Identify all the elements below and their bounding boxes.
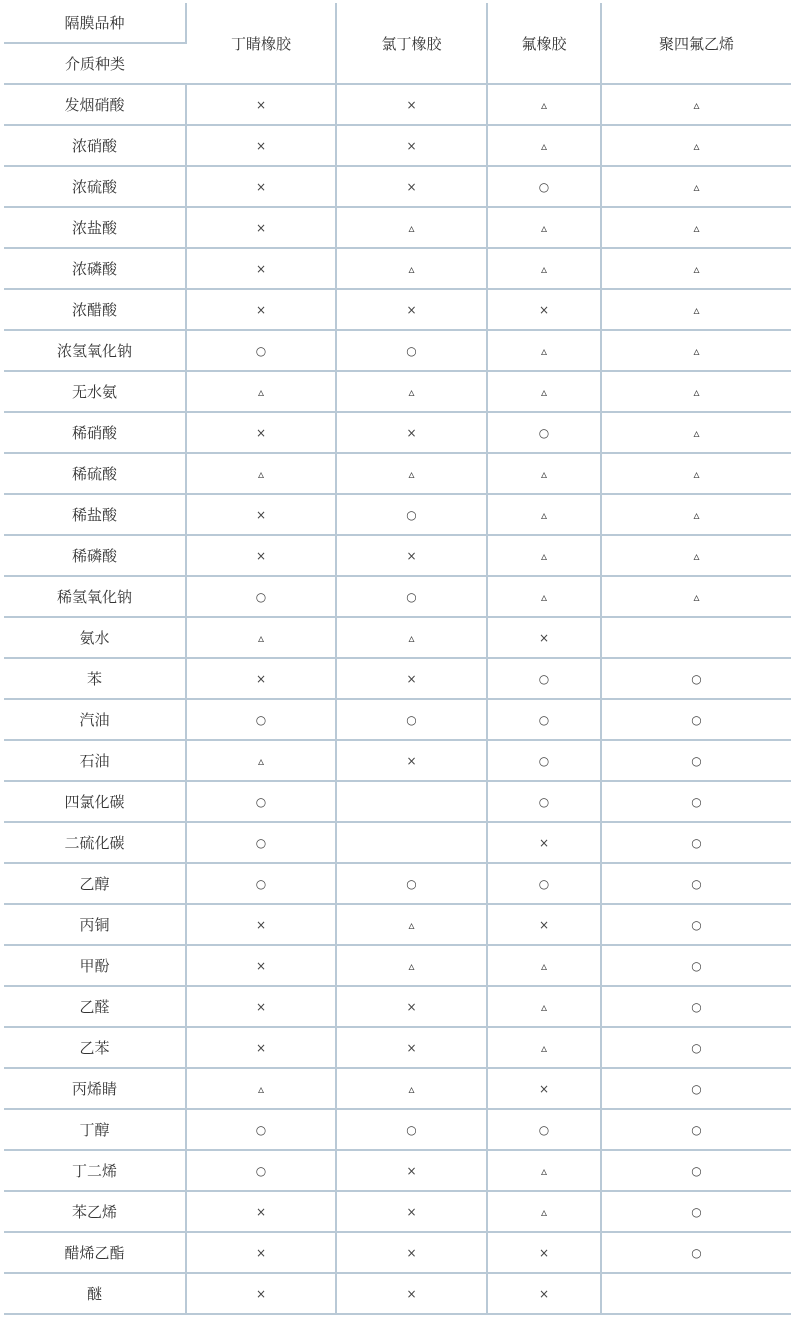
table-row [4, 945, 791, 986]
resistance-rating-cell: × [336, 412, 487, 453]
resistance-rating-cell: ○ [601, 822, 791, 863]
resistance-rating-cell: ▵ [487, 1150, 601, 1191]
medium-name-cell: 醚 [4, 1273, 186, 1314]
table-row [4, 1068, 791, 1109]
medium-name-cell: 乙醇 [4, 863, 186, 904]
resistance-rating-cell: ▵ [487, 207, 601, 248]
resistance-rating-cell: × [186, 207, 336, 248]
resistance-rating-cell: ▵ [601, 494, 791, 535]
table-row [4, 986, 791, 1027]
resistance-rating-cell: ○ [601, 699, 791, 740]
table-row [4, 84, 791, 125]
resistance-rating-cell: × [487, 822, 601, 863]
resistance-rating-cell: × [487, 1273, 601, 1314]
medium-name-cell: 苯 [4, 658, 186, 699]
resistance-rating-cell: ○ [601, 863, 791, 904]
resistance-rating-cell: ▵ [487, 330, 601, 371]
column-header-nitrile-rubber: 丁睛橡胶 [186, 3, 336, 84]
medium-name-cell: 稀硝酸 [4, 412, 186, 453]
resistance-rating-cell: × [336, 1232, 487, 1273]
resistance-rating-cell: ▵ [336, 453, 487, 494]
table-row [4, 576, 791, 617]
medium-name-cell: 浓盐酸 [4, 207, 186, 248]
table-row [4, 1273, 791, 1314]
table-header [4, 3, 791, 84]
table-row [4, 740, 791, 781]
resistance-rating-cell: ▵ [336, 945, 487, 986]
resistance-rating-cell: × [186, 904, 336, 945]
resistance-rating-cell: × [186, 1232, 336, 1273]
table-row [4, 412, 791, 453]
medium-name-cell: 浓醋酸 [4, 289, 186, 330]
resistance-rating-cell: ▵ [487, 494, 601, 535]
medium-name-cell: 四氯化碳 [4, 781, 186, 822]
table-row [4, 822, 791, 863]
resistance-rating-cell: × [336, 84, 487, 125]
resistance-rating-cell: × [336, 1191, 487, 1232]
medium-name-cell: 丁醇 [4, 1109, 186, 1150]
resistance-rating-cell: ○ [487, 740, 601, 781]
resistance-rating-cell: × [186, 658, 336, 699]
medium-name-cell: 稀磷酸 [4, 535, 186, 576]
resistance-rating-cell: ○ [336, 494, 487, 535]
resistance-rating-cell: × [186, 1191, 336, 1232]
resistance-rating-cell: ▵ [186, 453, 336, 494]
medium-name-cell: 浓氢氧化钠 [4, 330, 186, 371]
table-row [4, 1027, 791, 1068]
medium-name-cell: 醋烯乙酯 [4, 1232, 186, 1273]
table-body [4, 84, 791, 1314]
resistance-rating-cell: ○ [487, 1109, 601, 1150]
resistance-rating-cell: ○ [487, 412, 601, 453]
resistance-rating-cell: ○ [186, 822, 336, 863]
resistance-rating-cell: × [186, 84, 336, 125]
resistance-rating-cell: ○ [336, 576, 487, 617]
resistance-rating-cell: ▵ [601, 371, 791, 412]
medium-name-cell: 稀盐酸 [4, 494, 186, 535]
resistance-rating-cell: × [336, 289, 487, 330]
table-row [4, 1150, 791, 1191]
table-row [4, 863, 791, 904]
table-row [4, 453, 791, 494]
resistance-rating-cell: ▵ [487, 945, 601, 986]
resistance-rating-cell: ○ [601, 658, 791, 699]
medium-name-cell: 甲酚 [4, 945, 186, 986]
column-header-ptfe: 聚四氟乙烯 [601, 3, 791, 84]
resistance-rating-cell: ▵ [487, 1027, 601, 1068]
medium-name-cell: 乙醛 [4, 986, 186, 1027]
resistance-rating-cell: ▵ [336, 207, 487, 248]
medium-name-cell: 丙铜 [4, 904, 186, 945]
table-row [4, 125, 791, 166]
resistance-rating-cell: ○ [601, 1232, 791, 1273]
resistance-rating-cell: × [186, 494, 336, 535]
resistance-rating-cell: ▵ [487, 371, 601, 412]
medium-name-cell: 二硫化碳 [4, 822, 186, 863]
medium-name-cell: 乙苯 [4, 1027, 186, 1068]
resistance-rating-cell: × [487, 904, 601, 945]
resistance-rating-cell: ▵ [601, 84, 791, 125]
resistance-rating-cell: × [186, 412, 336, 453]
table-row [4, 207, 791, 248]
medium-name-cell: 氨水 [4, 617, 186, 658]
resistance-rating-cell: × [487, 1068, 601, 1109]
table-row [4, 617, 791, 658]
resistance-rating-cell: ○ [601, 781, 791, 822]
medium-name-cell: 发烟硝酸 [4, 84, 186, 125]
header-row-top [4, 3, 791, 43]
resistance-rating-cell: ○ [601, 945, 791, 986]
corner-label-medium: 介质种类 [4, 43, 186, 84]
medium-name-cell: 汽油 [4, 699, 186, 740]
resistance-rating-cell: × [186, 248, 336, 289]
medium-name-cell: 无水氨 [4, 371, 186, 412]
resistance-rating-cell: ▵ [487, 453, 601, 494]
resistance-rating-cell [601, 617, 791, 658]
resistance-rating-cell: ▵ [487, 248, 601, 289]
resistance-rating-cell: ○ [336, 863, 487, 904]
resistance-rating-cell: ▵ [336, 248, 487, 289]
table-row [4, 904, 791, 945]
resistance-rating-cell: × [336, 740, 487, 781]
resistance-rating-cell: ▵ [336, 1068, 487, 1109]
resistance-rating-cell: ○ [601, 904, 791, 945]
resistance-rating-cell: × [487, 289, 601, 330]
resistance-rating-cell: ▵ [601, 166, 791, 207]
resistance-rating-cell: ○ [601, 1109, 791, 1150]
resistance-rating-cell: ▵ [186, 371, 336, 412]
resistance-rating-cell: × [336, 535, 487, 576]
resistance-rating-cell: ▵ [186, 617, 336, 658]
resistance-rating-cell: ○ [487, 699, 601, 740]
table-row [4, 371, 791, 412]
medium-name-cell: 苯乙烯 [4, 1191, 186, 1232]
resistance-rating-cell: ○ [336, 1109, 487, 1150]
medium-name-cell: 稀氢氧化钠 [4, 576, 186, 617]
resistance-rating-cell: ▵ [601, 125, 791, 166]
resistance-rating-cell: ○ [186, 781, 336, 822]
resistance-rating-cell: × [186, 1027, 336, 1068]
table-row [4, 535, 791, 576]
resistance-rating-cell: × [487, 1232, 601, 1273]
resistance-rating-cell: ○ [601, 1027, 791, 1068]
medium-name-cell: 稀硫酸 [4, 453, 186, 494]
medium-name-cell: 丁二烯 [4, 1150, 186, 1191]
resistance-rating-cell: × [487, 617, 601, 658]
table-row [4, 1232, 791, 1273]
resistance-rating-cell: × [336, 166, 487, 207]
resistance-rating-cell: ○ [487, 781, 601, 822]
resistance-rating-cell: × [186, 535, 336, 576]
resistance-rating-cell: ○ [186, 330, 336, 371]
resistance-rating-cell: × [336, 1273, 487, 1314]
resistance-rating-cell: × [186, 289, 336, 330]
resistance-rating-cell: ○ [601, 1068, 791, 1109]
resistance-rating-cell: ○ [186, 1109, 336, 1150]
resistance-rating-cell: ○ [186, 1150, 336, 1191]
resistance-rating-cell: ○ [186, 576, 336, 617]
resistance-rating-cell: ▵ [186, 740, 336, 781]
resistance-rating-cell: ▵ [601, 207, 791, 248]
table-row [4, 248, 791, 289]
table-row [4, 1191, 791, 1232]
compatibility-table [4, 3, 791, 1315]
resistance-rating-cell: ▵ [601, 330, 791, 371]
resistance-rating-cell: ▵ [601, 453, 791, 494]
medium-name-cell: 浓硫酸 [4, 166, 186, 207]
resistance-rating-cell: ▵ [487, 576, 601, 617]
resistance-rating-cell: ▵ [336, 371, 487, 412]
resistance-rating-cell: ▵ [487, 84, 601, 125]
resistance-rating-cell: ▵ [601, 535, 791, 576]
resistance-rating-cell: ▵ [336, 617, 487, 658]
resistance-rating-cell: ▵ [186, 1068, 336, 1109]
resistance-rating-cell: ○ [186, 863, 336, 904]
resistance-rating-cell: ▵ [601, 248, 791, 289]
resistance-rating-cell: ▵ [487, 986, 601, 1027]
resistance-rating-cell: ▵ [487, 1191, 601, 1232]
resistance-rating-cell: ○ [336, 699, 487, 740]
resistance-rating-cell: ▵ [601, 576, 791, 617]
resistance-rating-cell: ▵ [601, 289, 791, 330]
corner-label-diaphragm: 隔膜品种 [4, 3, 186, 43]
resistance-rating-cell: × [336, 1027, 487, 1068]
resistance-rating-cell: × [186, 986, 336, 1027]
resistance-rating-cell [336, 822, 487, 863]
resistance-rating-cell: × [186, 166, 336, 207]
table-row [4, 166, 791, 207]
table-row [4, 658, 791, 699]
resistance-rating-cell: ○ [601, 740, 791, 781]
medium-name-cell: 丙烯睛 [4, 1068, 186, 1109]
table-row [4, 330, 791, 371]
medium-name-cell: 浓磷酸 [4, 248, 186, 289]
resistance-rating-cell: ○ [186, 699, 336, 740]
resistance-rating-cell: ○ [487, 166, 601, 207]
resistance-rating-cell: × [186, 125, 336, 166]
resistance-rating-cell: × [336, 658, 487, 699]
table-row [4, 494, 791, 535]
resistance-rating-cell: ○ [601, 1150, 791, 1191]
resistance-rating-cell: ○ [336, 330, 487, 371]
resistance-rating-cell: × [186, 945, 336, 986]
resistance-rating-cell: × [336, 125, 487, 166]
resistance-rating-cell: ▵ [487, 125, 601, 166]
table-row [4, 781, 791, 822]
resistance-rating-cell: ○ [487, 658, 601, 699]
column-header-fluororubber: 氟橡胶 [487, 3, 601, 84]
table-row [4, 289, 791, 330]
resistance-rating-cell [601, 1273, 791, 1314]
resistance-rating-cell: × [186, 1273, 336, 1314]
resistance-rating-cell: × [336, 986, 487, 1027]
medium-name-cell: 浓硝酸 [4, 125, 186, 166]
resistance-rating-cell: ○ [601, 986, 791, 1027]
resistance-rating-cell: × [336, 1150, 487, 1191]
resistance-rating-cell: ○ [601, 1191, 791, 1232]
resistance-rating-cell: ▵ [336, 904, 487, 945]
column-header-chloroprene-rubber: 氯丁橡胶 [336, 3, 487, 84]
resistance-rating-cell: ▵ [601, 412, 791, 453]
resistance-rating-cell: ○ [487, 863, 601, 904]
medium-name-cell: 石油 [4, 740, 186, 781]
resistance-rating-cell [336, 781, 487, 822]
table-row [4, 699, 791, 740]
resistance-rating-cell: ▵ [487, 535, 601, 576]
table-row [4, 1109, 791, 1150]
